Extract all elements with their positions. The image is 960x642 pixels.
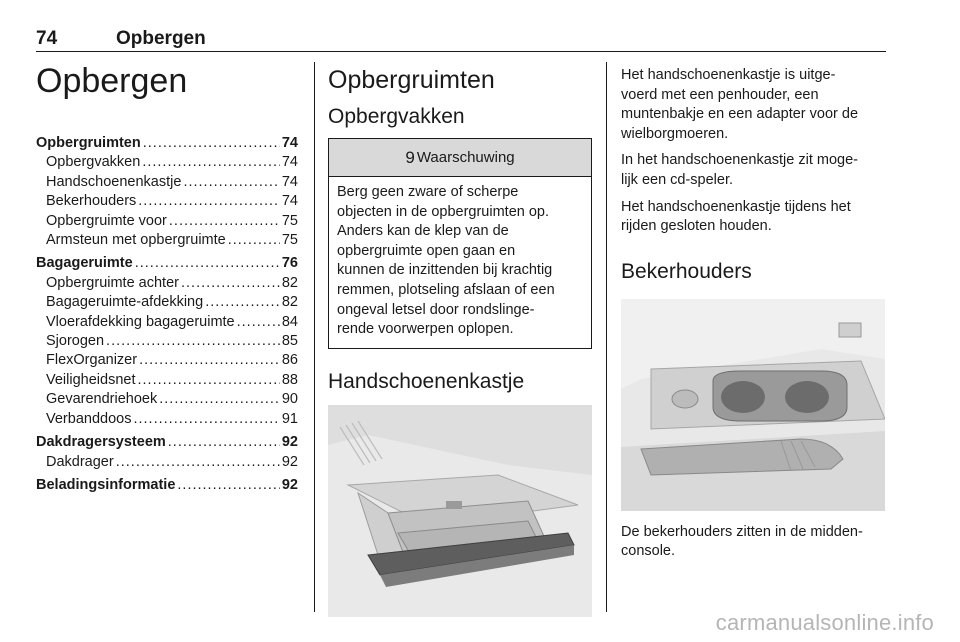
warning-line: rende voorwerpen oplopen.	[337, 321, 514, 338]
toc-label: Sjorogen	[46, 333, 105, 350]
toc-entry-sub[interactable]	[36, 410, 298, 429]
toc-page-number: 75	[281, 212, 298, 229]
toc-page-number: 74	[281, 135, 298, 151]
toc-page-number: 74	[281, 154, 298, 171]
toc-leader-dots	[138, 192, 280, 211]
toc-label: Verbanddoos	[46, 410, 132, 427]
toc-entry-sub[interactable]	[36, 313, 298, 332]
toc-page-number: 86	[281, 352, 298, 369]
toc-leader-dots	[116, 453, 280, 472]
text-line: voerd met een penhouder, een	[621, 86, 819, 103]
toc-entry-main[interactable]	[36, 476, 298, 495]
toc-entry-sub[interactable]	[36, 453, 298, 472]
warning-line: Berg geen zware of scherpe	[337, 184, 519, 200]
warning-box	[328, 138, 592, 349]
toc-leader-dots	[181, 274, 280, 293]
cupholders-illustration	[621, 299, 885, 511]
toc-entry-sub[interactable]	[36, 351, 298, 370]
paragraph-cd-player	[621, 151, 887, 190]
text-line: rijden gesloten houden.	[621, 218, 772, 235]
toc-leader-dots	[177, 476, 279, 495]
toc-entry-sub[interactable]	[36, 153, 298, 172]
toc-entry-sub[interactable]	[36, 192, 298, 211]
text-line: lijk een cd-speler.	[621, 171, 734, 188]
cupholders-drawing	[621, 299, 885, 511]
column-divider-2	[606, 62, 607, 612]
toc-entry-sub[interactable]	[36, 332, 298, 351]
toc-label: Bagageruimte	[36, 255, 133, 272]
toc-leader-dots	[142, 153, 280, 172]
toc-label: FlexOrganizer	[46, 352, 138, 369]
toc-page-number: 75	[281, 232, 298, 249]
toc-leader-dots	[139, 351, 280, 370]
watermark: carmanualsonline.info	[715, 610, 934, 635]
text-line: Het handschoenenkastje is uitge-	[621, 67, 836, 83]
warning-line: objecten in de opbergruimten op.	[337, 203, 550, 220]
toc-leader-dots	[133, 410, 279, 429]
paragraph-keep-closed	[621, 198, 887, 237]
toc-label: Opbergruimten	[36, 135, 141, 151]
toc-label: Gevarendriehoek	[46, 391, 158, 408]
toc-page-number: 84	[281, 313, 298, 330]
toc-entry-main[interactable]	[36, 134, 298, 153]
toc-label: Opbergvakken	[46, 154, 141, 171]
paragraph-glovebox-features	[621, 66, 887, 144]
warning-line: opbergruimte open gaan en	[337, 242, 516, 259]
toc-entry-main[interactable]	[36, 254, 298, 273]
toc-label: Dakdrager	[46, 453, 114, 470]
toc-page-number: 92	[281, 434, 298, 451]
section-heading: Opbergruimten	[328, 66, 495, 94]
toc-entry-sub[interactable]	[36, 390, 298, 409]
toc-page-number: 82	[281, 274, 298, 291]
page-header	[36, 28, 886, 52]
toc-label: Handschoenenkastje	[46, 173, 182, 190]
warning-title: Waarschuwing	[416, 149, 515, 166]
subsection-heading: Opbergvakken	[328, 105, 465, 128]
paragraph-cupholders	[621, 523, 887, 562]
toc-entry-main[interactable]	[36, 433, 298, 452]
toc-leader-dots	[106, 332, 280, 351]
subsection-heading-glovebox: Handschoenenkastje	[328, 369, 525, 393]
text-line: Het handschoenenkastje tijdens het	[621, 198, 851, 215]
toc-label: Armsteun met opbergruimte	[46, 232, 226, 249]
toc-leader-dots	[237, 313, 280, 332]
warning-line: remmen, plotseling afslaan of een	[337, 281, 555, 298]
toc-page-number: 92	[281, 453, 298, 470]
toc-leader-dots	[143, 134, 280, 153]
toc-leader-dots	[183, 173, 279, 192]
table-of-contents	[36, 134, 298, 495]
toc-entry-sub[interactable]	[36, 274, 298, 293]
toc-entry-sub[interactable]	[36, 212, 298, 231]
text-line: De bekerhouders zitten in de midden-	[621, 523, 863, 540]
toc-leader-dots	[205, 293, 280, 312]
toc-entry-sub[interactable]	[36, 371, 298, 390]
warning-line: kunnen de inzittenden bij krachtig	[337, 262, 553, 279]
chapter-title: Opbergen	[36, 62, 188, 100]
text-line: console.	[621, 543, 676, 560]
toc-label: Opbergruimte achter	[46, 274, 179, 291]
toc-page-number: 92	[281, 476, 298, 493]
toc-column	[36, 58, 298, 495]
toc-leader-dots	[135, 254, 280, 273]
subsection-heading-cupholders: Bekerhouders	[621, 259, 752, 283]
toc-entry-sub[interactable]	[36, 173, 298, 192]
toc-leader-dots	[138, 371, 280, 390]
toc-page-number: 85	[281, 333, 298, 350]
warning-header	[329, 139, 591, 177]
toc-page-number: 74	[281, 193, 298, 210]
column-divider-1	[314, 62, 315, 612]
warning-text	[329, 177, 591, 348]
toc-leader-dots	[169, 212, 280, 231]
toc-label: Bagageruimte-afdekking	[46, 294, 204, 311]
toc-label: Opbergruimte voor	[46, 212, 167, 229]
toc-label: Bekerhouders	[46, 193, 137, 210]
toc-label: Vloerafdekking bagageruimte	[46, 313, 235, 330]
text-line: wielborgmoeren.	[621, 125, 729, 142]
toc-page-number: 74	[281, 173, 298, 190]
text-line: In het handschoenenkastje zit moge-	[621, 152, 858, 169]
content-column-3	[621, 66, 887, 569]
toc-leader-dots	[168, 433, 280, 452]
glovebox-illustration	[328, 405, 592, 617]
toc-leader-dots	[228, 231, 280, 250]
page-number: 74	[36, 28, 58, 49]
toc-page-number: 91	[281, 410, 298, 427]
toc-entry-sub[interactable]	[36, 293, 298, 312]
toc-page-number: 82	[281, 294, 298, 311]
warning-line: ongeval letsel door rondslinge-	[337, 301, 535, 318]
toc-page-number: 76	[281, 255, 298, 272]
running-title: Opbergen	[116, 28, 206, 49]
content-column-2	[328, 62, 592, 617]
warning-line: Anders kan de klep van de	[337, 223, 509, 240]
toc-label: Beladingsinformatie	[36, 476, 176, 493]
glovebox-drawing	[328, 405, 592, 617]
toc-entry-sub[interactable]	[36, 231, 298, 250]
toc-label: Dakdragersysteem	[36, 434, 166, 451]
toc-leader-dots	[159, 390, 280, 409]
toc-label: Veiligheidsnet	[46, 371, 136, 388]
warning-icon: 9	[405, 147, 415, 167]
toc-page-number: 88	[281, 371, 298, 388]
toc-page-number: 90	[281, 391, 298, 408]
text-line: muntenbakje en een adapter voor de	[621, 106, 859, 123]
